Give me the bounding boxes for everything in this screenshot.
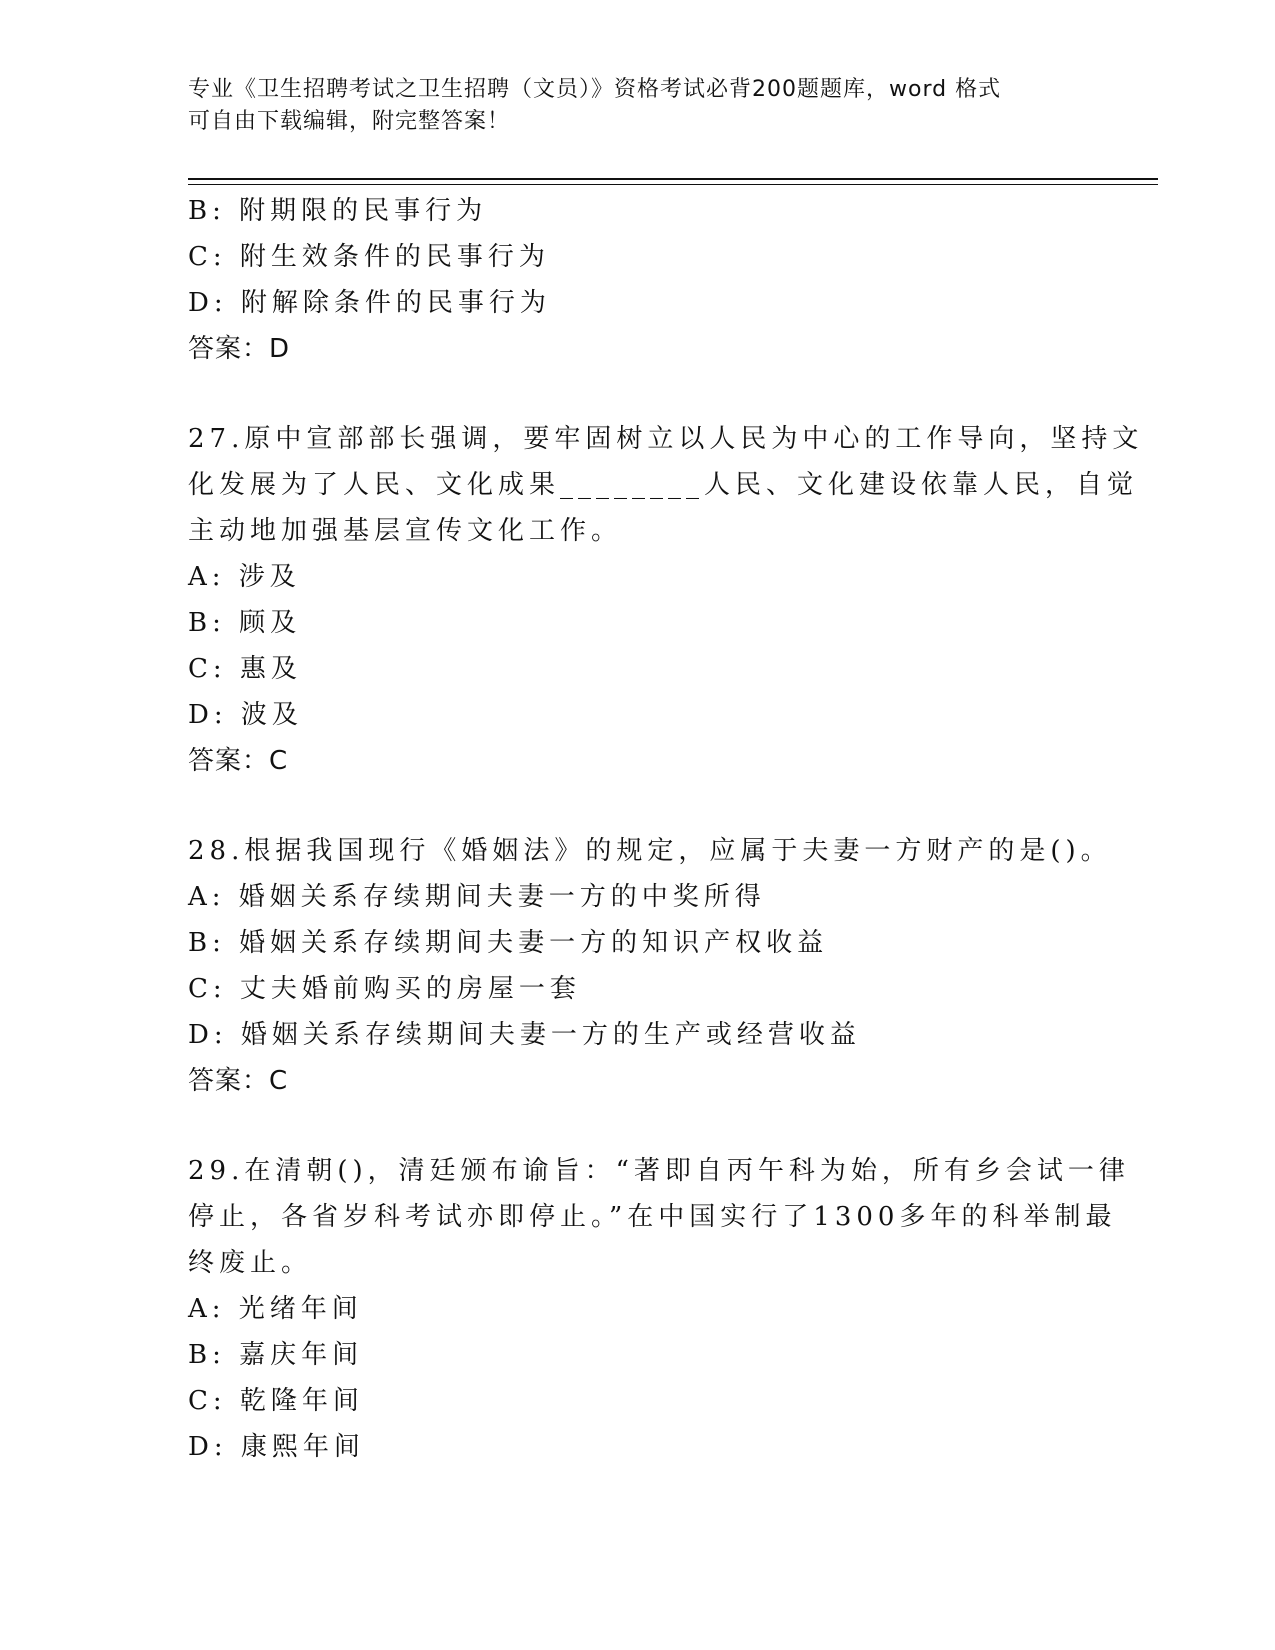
question-stem-line: 28.根据我国现行《婚姻法》的规定，应属于夫妻一方财产的是()。 xyxy=(188,836,1112,866)
question-29 xyxy=(188,1148,1130,1470)
spacer xyxy=(188,1104,1088,1148)
option-c: C: 丈夫婚前购买的房屋一套 xyxy=(188,974,581,1004)
option-d: D: 附解除条件的民事行为 xyxy=(188,288,551,318)
option-c: C: 乾隆年间 xyxy=(188,1386,364,1416)
question-stem-line: 停止，各省岁科考试亦即停止。”在中国实行了1300多年的科举制最 xyxy=(188,1202,1117,1232)
option-d: D: 波及 xyxy=(188,700,303,730)
question-stem-line: 27.原中宣部部长强调，要牢固树立以人民为中心的工作导向，坚持文 xyxy=(188,424,1144,454)
header-title-line-1: 专业《卫生招聘考试之卫生招聘（文员）》资格考试必背200题题库，word 格式 xyxy=(188,77,1002,102)
option-b: B: 嘉庆年间 xyxy=(188,1340,364,1370)
question-27 xyxy=(188,416,1144,784)
spacer xyxy=(188,784,1088,828)
option-b: B: 附期限的民事行为 xyxy=(188,196,488,226)
answer-label: 答案：C xyxy=(188,1066,289,1096)
header-divider-thin xyxy=(188,184,1158,185)
option-b: B: 顾及 xyxy=(188,608,302,638)
question-stem-line: 主动地加强基层宣传文化工作。 xyxy=(188,516,623,546)
option-c: C: 惠及 xyxy=(188,654,302,684)
option-c: C: 附生效条件的民事行为 xyxy=(188,242,550,272)
option-d: D: 婚姻关系存续期间夫妻一方的生产或经营收益 xyxy=(188,1020,861,1050)
option-b: B: 婚姻关系存续期间夫妻一方的知识产权收益 xyxy=(188,928,829,958)
answer-label: 答案：C xyxy=(188,746,289,776)
document-header xyxy=(188,74,1088,138)
option-a: A: 婚姻关系存续期间夫妻一方的中奖所得 xyxy=(188,882,766,912)
option-a: A: 涉及 xyxy=(188,562,301,592)
spacer xyxy=(188,372,1088,416)
question-stem-line: 化发展为了人民、文化成果________人民、文化建设依靠人民，自觉 xyxy=(188,470,1139,500)
option-a: A: 光绪年间 xyxy=(188,1294,363,1324)
question-26 xyxy=(188,188,1088,372)
question-list xyxy=(188,188,1144,1470)
option-d: D: 康熙年间 xyxy=(188,1432,365,1462)
header-title-line-2: 可自由下载编辑，附完整答案！ xyxy=(188,109,511,134)
question-28 xyxy=(188,828,1112,1104)
answer-label: 答案：D xyxy=(188,334,291,364)
question-stem-line: 终废止。 xyxy=(188,1248,313,1278)
question-stem-line: 29.在清朝()，清廷颁布谕旨：“著即自丙午科为始，所有乡会试一律 xyxy=(188,1156,1130,1186)
header-divider-thick xyxy=(188,178,1158,180)
